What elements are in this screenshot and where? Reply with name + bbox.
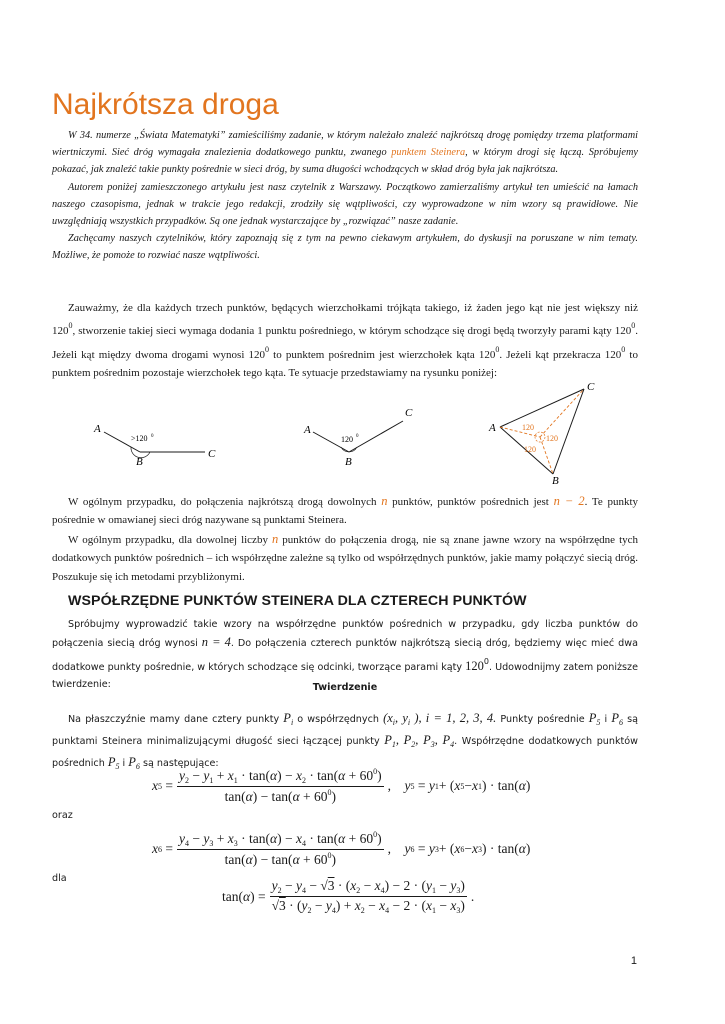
label-b: B	[552, 475, 559, 487]
degree: 0	[265, 344, 270, 354]
angle-label: 120	[341, 435, 353, 444]
body-text: Na płaszczyźnie mamy dane cztery punkty $P_i$ o współrzędnych ($x_i$, $y_i$ ), i = 1, 2, 3, 4. Punkty pośrednie $P_5$ i $P_6$ są punktami Steinera minimalizującymi długość sieci łączącej punkty $P_1$, $P_2$, $P_3$, $P_4$. Współrzędne dodatkowych punktów pośrednich $P_5$ i $P_6$ są następujące:	[52, 711, 639, 771]
degree: 0	[356, 434, 359, 439]
text: . Do połączenia czterech punktów najkrótszą siecią dróg, będziemy więc mieć dwa dodatkowe punkty pośrednie, w których schodzące się odcinki, tworzące parami kąty	[52, 637, 638, 673]
page-title: Najkrótsza droga	[52, 88, 279, 121]
label-oraz: oraz	[52, 810, 73, 821]
text: . Współrzędne dodatkowych punktów pośrednich	[52, 735, 639, 769]
math-index: i = 1, 2, 3, 4.	[425, 711, 497, 725]
figure-obtuse-angle	[93, 423, 216, 468]
text: punktów do połączenia drogą, nie są znane jawne wzory na współrzędne tych dodatkowych punktów pośrednich – ich współrzędne zależne są tylko od współrzędnych punktów, jakie mamy połączyć siecią dróg. Poszukuje się ich metodami przybliżonymi.	[52, 533, 639, 583]
label-a: A	[94, 423, 101, 435]
degree: 0	[495, 344, 500, 354]
label-b: B	[136, 456, 143, 468]
steiner-figures	[0, 375, 725, 490]
text: Spróbujmy wyprowadzić takie wzory na współrzędne punktów pośrednich w przypadku, gdy liczba punktów do połączenia siecią dróg wynosi	[52, 619, 638, 649]
figure-steiner-point	[488, 381, 595, 487]
text: . Te punkty pośrednie w omawianej sieci dróg nazywane są punktami Steinera.	[52, 496, 638, 527]
formula-tan-alpha: tan( α ) = $\frac{y_2 - y_4 - √3 \cdot (x_2 - x_4) - 2 \cdot (y_1 - y_3)}{√3 \cdot (y_2 - y_4) + x_2 - x_4 - 2 \cdot (x_1 - x_3)}$ .	[222, 878, 475, 915]
text: Na płaszczyźnie mamy dane cztery punkty	[68, 714, 284, 725]
text: i	[600, 714, 612, 725]
text: są punktami Steinera minimalizującymi długość sieci łączącej punkty	[52, 714, 638, 747]
math-n: n	[272, 531, 279, 546]
degree: 0	[483, 656, 489, 666]
text: W ogólnym przypadku, dla dowolnej liczby	[68, 533, 272, 546]
label-c: C	[587, 381, 595, 393]
intro-paragraph	[52, 127, 638, 179]
body-text	[52, 530, 638, 586]
text: W ogólnym przypadku, do połączenia najkrótszą drogą dowolnych	[68, 496, 382, 508]
intro-paragraph: Autorem poniżej zamieszczonego artykułu jest nasz czytelnik z Warszawy. Początkowo zamierzaliśmy artykuł ten umieścić na łamach naszego czasopisma, jednak w trakcie jego redakcji, zrodziły się wątpliwości, czy wyprowadzone w nim wzory są prawidłowe. Nie uwzględniają wszystkich przypadków. Są one jednak wystarczające by „rozwiązać” nasze zadanie.	[52, 181, 638, 228]
label-c: C	[405, 407, 413, 419]
formula-x6: x 6 = $\frac{y_4 - y_3 + x_3 \cdot \tan(\alpha) - x_4 \cdot \tan(\alpha + 60^0)}{\tan(\alpha) - \tan(\alpha + 60^0)}$ , y 6 = y 3 + ( x 6 − x 3 ) · tan( α )	[152, 830, 531, 867]
text: to punktem pośrednim pozostaje wierzchołek tego kąta. Te sytuacje przedstawiamy na rysunku poniżej:	[52, 348, 638, 380]
math-n-eq-4: n = 4	[201, 634, 231, 649]
angle-label: 120	[524, 445, 536, 454]
angle-label: 120	[522, 423, 534, 432]
body-text	[52, 492, 638, 530]
theorem-text	[52, 710, 638, 775]
steiner-link[interactable]: punktem Steinera	[391, 147, 466, 159]
text: punktów, punktów pośrednich jest	[387, 496, 554, 508]
math-n-minus-2: n − 2	[553, 494, 585, 508]
label-b: B	[345, 456, 352, 468]
text: i	[119, 757, 129, 769]
page-number: 1	[630, 955, 637, 967]
text: . Udowodnijmy zatem poniższe twierdzenie:	[52, 661, 638, 691]
text: , stworzenie takiej sieci wymaga dodania 1 punktu pośredniego, w którym schodzące się drogi będą tworzyły parami kąty 120	[72, 325, 632, 338]
degree: 0	[631, 321, 636, 331]
degree: 0	[151, 434, 154, 439]
body-paragraph-2	[52, 492, 638, 586]
label-c: C	[208, 448, 216, 460]
math-n: n	[381, 494, 388, 508]
text: Punkty pośrednie	[496, 714, 589, 725]
degree: 0	[68, 321, 73, 331]
formula-x5: x 5 = $\frac{y_2 - y_1 + x_1 \cdot \tan(\alpha) - x_2 \cdot \tan(\alpha + 60^0)}{\tan(\alpha) - \tan(\alpha + 60^0)}$ , y 5 = y 1 + ( x 5 − x 1 ) · tan( α )	[152, 767, 531, 804]
body-text	[52, 299, 638, 383]
label-a: A	[304, 424, 311, 436]
text: są następujące:	[139, 757, 219, 769]
editorial-intro	[52, 127, 638, 265]
body-paragraph-1	[52, 299, 638, 383]
text: to punktem pośrednim jest wierzchołek kąta 120	[269, 348, 496, 361]
angle-label: >120	[131, 434, 148, 443]
figure-120-angle	[303, 407, 413, 468]
text: . Jeżeli kąt między dwoma drogami wynosi 120	[52, 325, 638, 361]
label-a: A	[489, 422, 496, 434]
math-angle: 120	[465, 658, 484, 673]
theorem-heading: Twierdzenie	[312, 682, 378, 693]
text: . Jeżeli kąt przekracza 120	[499, 348, 622, 361]
degree: 0	[621, 344, 626, 354]
intro-paragraph: Zachęcamy naszych czytelników, który zapoznają się z tym na pewno ciekawym artykułem, do dyskusji na poruszane w nim tematy. Możliwe, że pomoże to rozwiać nasze wątpliwości.	[52, 233, 638, 262]
text: Zauważmy, że dla każdych trzech punktów, będących wierzchołkami trójkąta takiego, iż żaden jego kąt nie jest większy niż 120	[52, 302, 638, 338]
label-dla: dla	[52, 873, 67, 884]
intro-text: W 34. numerze „Świata Matematyki” zamieściliśmy zadanie, w którym należało znaleźć najkrótszą drogę pomiędzy trzema platformami wiertniczymi. Sieć dróg wymagała znalezienia dodatkowego punktu, zwanego	[52, 130, 638, 159]
section-heading: WSPÓŁRZĘDNE PUNKTÓW STEINERA DLA CZTERECH PUNKTÓW	[68, 593, 527, 609]
angle-label: 120	[546, 434, 558, 443]
intro-text: , w którym drogi się łączą. Spróbujemy pokazać, jak znaleźć takie punkty pośrednie w sieci dróg, by suma długości wchodzących w skład dróg była jak najkrótsza.	[52, 147, 638, 176]
text: o współrzędnych	[293, 714, 384, 725]
